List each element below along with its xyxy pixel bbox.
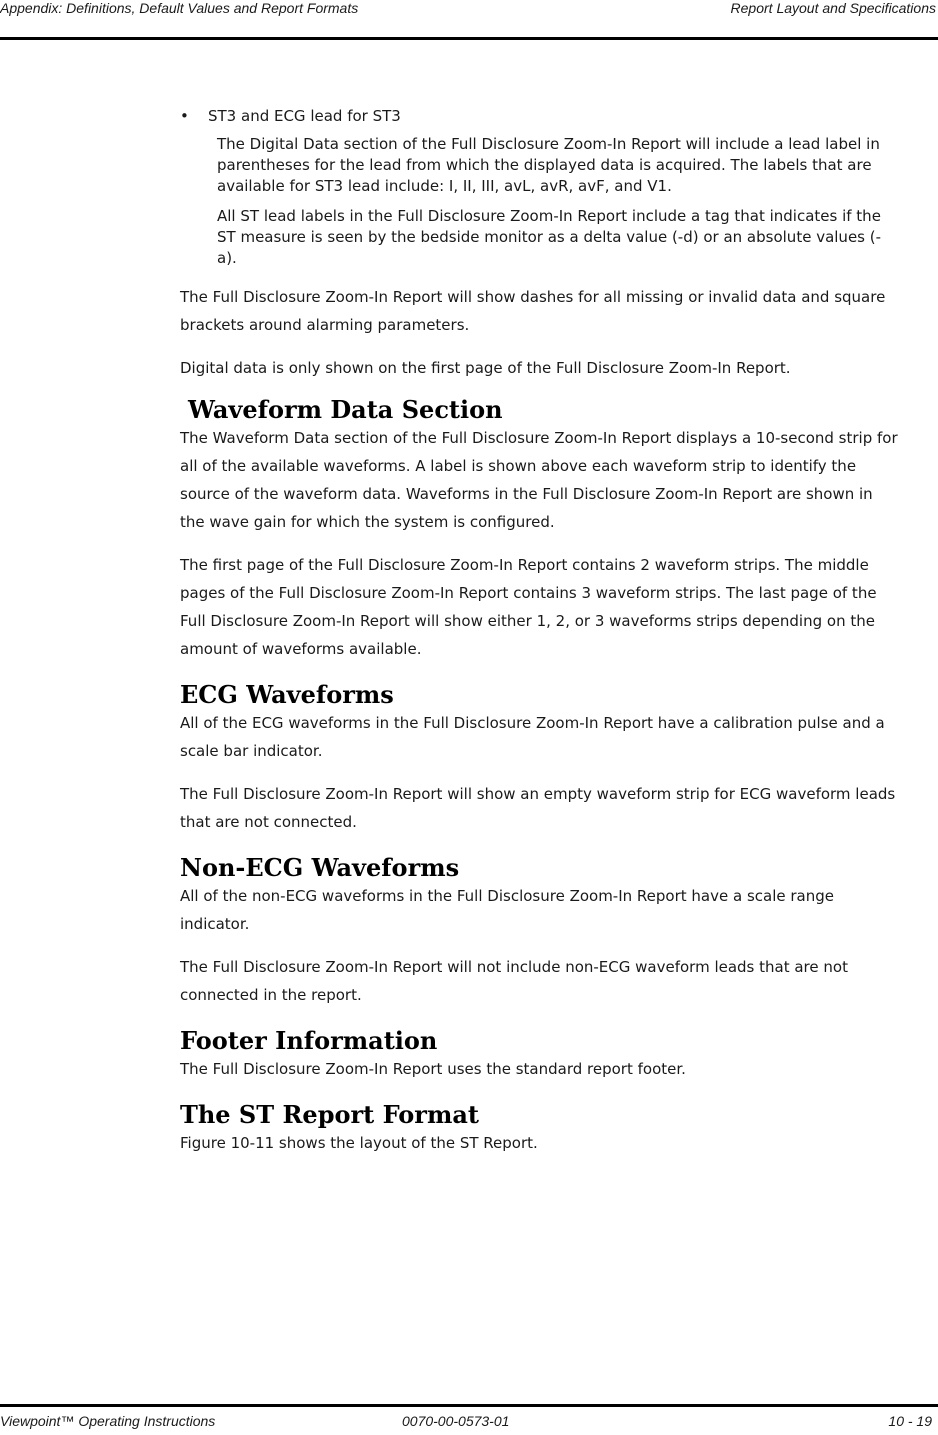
body-paragraph: The Full Disclosure Zoom-In Report will show an empty waveform strip for ECG waveform leads that are not connected. <box>180 785 896 831</box>
body-paragraph: The Full Disclosure Zoom-In Report will show dashes for all missing or invalid data and square brackets around alarming parameters. <box>180 288 886 334</box>
page-body <box>180 104 898 1157</box>
body-paragraph: The Full Disclosure Zoom-In Report uses the standard report footer. <box>180 1060 686 1078</box>
bullet-paragraph: The Digital Data section of the Full Disclosure Zoom-In Report will include a lead label in parentheses for the lead from which the displayed data is acquired. The labels that are available for ST3 lead include: I, II, III, avL, avR, avF, and V1. <box>217 135 880 195</box>
section-heading-non-ecg-waveforms: Non-ECG Waveforms <box>180 853 460 882</box>
running-footer <box>0 1413 938 1433</box>
body-paragraph: Digital data is only shown on the first page of the Full Disclosure Zoom-In Report. <box>180 359 791 377</box>
header-chapter-title: Appendix: Definitions, Default Values and Report Formats <box>0 0 359 16</box>
running-header <box>0 0 938 20</box>
footer-page-number: 10 - 19 <box>888 1413 932 1429</box>
section-heading-waveform-data: Waveform Data Section <box>188 395 503 424</box>
body-paragraph: The first page of the Full Disclosure Zoom-In Report contains 2 waveform strips. The middle pages of the Full Disclosure Zoom-In Report contains 3 waveform strips. The last page of the Full Disclosure Zoom-In Report will show either 1, 2, or 3 waveforms strips depending on the amount of waveforms available. <box>180 556 877 658</box>
footer-document-title: Viewpoint™ Operating Instructions <box>0 1413 216 1429</box>
body-paragraph: All of the non-ECG waveforms in the Full Disclosure Zoom-In Report have a scale range indicator. <box>180 887 834 933</box>
section-heading-ecg-waveforms: ECG Waveforms <box>180 680 394 709</box>
body-paragraph: The Waveform Data section of the Full Disclosure Zoom-In Report displays a 10-second strip for all of the available waveforms. A label is shown above each waveform strip to identify the source of the waveform data. Waveforms in the Full Disclosure Zoom-In Report are shown in the wave gain for which the system is configured. <box>180 429 898 531</box>
bullet-item-st3: • ST3 and ECG lead for ST3 <box>180 104 898 128</box>
footer-rule <box>0 1404 938 1407</box>
body-paragraph: Figure 10-11 shows the layout of the ST Report. <box>180 1134 538 1152</box>
bullet-paragraph: All ST lead labels in the Full Disclosure Zoom-In Report include a tag that indicates if the ST measure is seen by the bedside monitor as a delta value (-d) or an absolute values (-a). <box>217 207 882 267</box>
section-heading-st-report-format: The ST Report Format <box>180 1100 479 1129</box>
body-paragraph: The Full Disclosure Zoom-In Report will not include non-ECG waveform leads that are not connected in the report. <box>180 958 848 1004</box>
body-paragraph: All of the ECG waveforms in the Full Disclosure Zoom-In Report have a calibration pulse and a scale bar indicator. <box>180 714 885 760</box>
footer-part-number: 0070-00-0573-01 <box>402 1413 510 1429</box>
section-heading-footer-information: Footer Information <box>180 1026 438 1055</box>
header-rule <box>0 37 938 40</box>
header-section-title: Report Layout and Specifications <box>730 0 936 16</box>
